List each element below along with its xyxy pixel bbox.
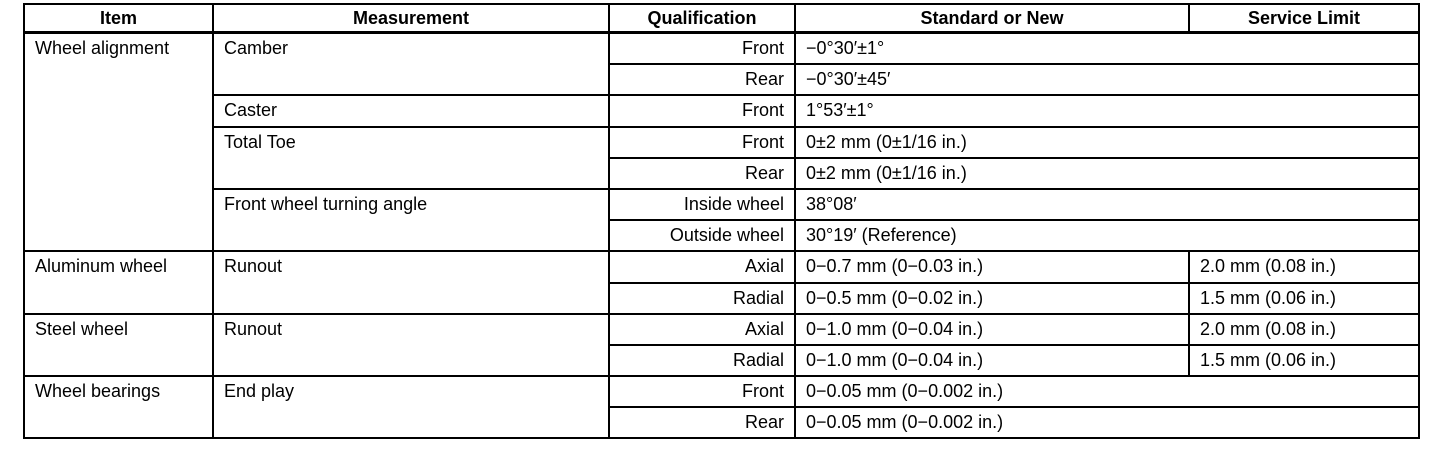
standard-cell: 0±2 mm (0±1/16 in.) [795, 158, 1419, 189]
table-row [24, 251, 1419, 282]
service-limit-cell: 2.0 mm (0.08 in.) [1189, 314, 1419, 345]
qualification-cell: Rear [609, 64, 795, 95]
standard-cell: 0−1.0 mm (0−0.04 in.) [795, 314, 1189, 345]
service-limit-cell: 1.5 mm (0.06 in.) [1189, 283, 1419, 314]
qualification-cell: Front [609, 127, 795, 158]
table-row [24, 376, 1419, 407]
qualification-cell: Axial [609, 314, 795, 345]
service-limit-cell: 1.5 mm (0.06 in.) [1189, 345, 1419, 376]
measurement-cell: End play [213, 376, 609, 438]
item-cell: Wheel alignment [24, 33, 213, 252]
table-row [24, 33, 1419, 65]
standard-cell: 1°53′±1° [795, 95, 1419, 126]
standard-cell: 0±2 mm (0±1/16 in.) [795, 127, 1419, 158]
item-cell: Steel wheel [24, 314, 213, 376]
item-cell: Aluminum wheel [24, 251, 213, 313]
qualification-cell: Rear [609, 158, 795, 189]
qualification-cell: Rear [609, 407, 795, 438]
qualification-cell: Radial [609, 283, 795, 314]
qualification-cell: Front [609, 95, 795, 126]
standard-cell: −0°30′±1° [795, 33, 1419, 65]
table-row [24, 189, 1419, 220]
measurement-cell: Camber [213, 33, 609, 96]
qualification-cell: Front [609, 376, 795, 407]
qualification-cell: Axial [609, 251, 795, 282]
standard-cell: 0−0.05 mm (0−0.002 in.) [795, 407, 1419, 438]
header-service-limit: Service Limit [1189, 4, 1419, 33]
measurement-cell: Runout [213, 251, 609, 313]
standard-cell: 38°08′ [795, 189, 1419, 220]
table-row [24, 127, 1419, 158]
measurement-cell: Caster [213, 95, 609, 126]
standard-cell: 0−0.5 mm (0−0.02 in.) [795, 283, 1189, 314]
header-measurement: Measurement [213, 4, 609, 33]
table-row [24, 314, 1419, 345]
qualification-cell: Front [609, 33, 795, 65]
measurement-cell: Runout [213, 314, 609, 376]
wheel-specifications-table [23, 3, 1420, 439]
header-item: Item [24, 4, 213, 33]
service-limit-cell: 2.0 mm (0.08 in.) [1189, 251, 1419, 282]
measurement-cell: Total Toe [213, 127, 609, 189]
qualification-cell: Outside wheel [609, 220, 795, 251]
standard-cell: 30°19′ (Reference) [795, 220, 1419, 251]
standard-cell: 0−0.7 mm (0−0.03 in.) [795, 251, 1189, 282]
header-qualification: Qualification [609, 4, 795, 33]
qualification-cell: Inside wheel [609, 189, 795, 220]
item-cell: Wheel bearings [24, 376, 213, 438]
standard-cell: −0°30′±45′ [795, 64, 1419, 95]
qualification-cell: Radial [609, 345, 795, 376]
standard-cell: 0−1.0 mm (0−0.04 in.) [795, 345, 1189, 376]
header-row [24, 4, 1419, 33]
header-standard: Standard or New [795, 4, 1189, 33]
measurement-cell: Front wheel turning angle [213, 189, 609, 251]
standard-cell: 0−0.05 mm (0−0.002 in.) [795, 376, 1419, 407]
table-row [24, 95, 1419, 126]
